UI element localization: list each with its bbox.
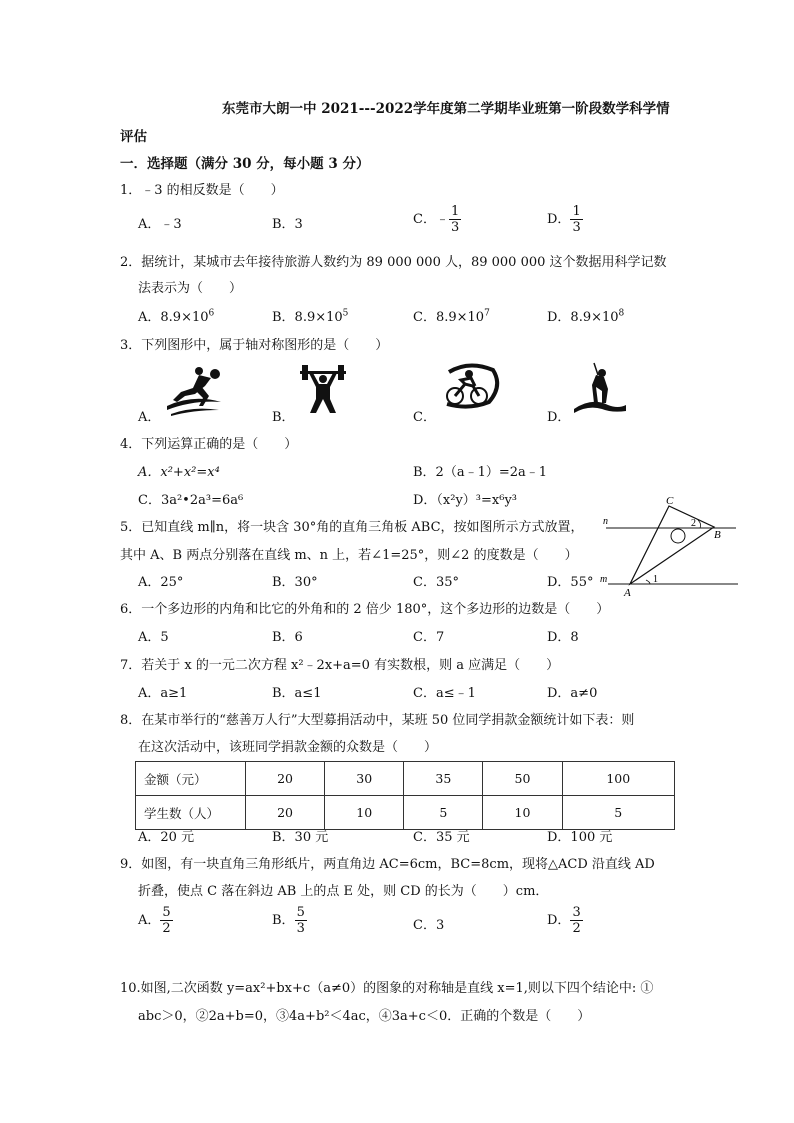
fig-label-angle1: 1 <box>653 574 658 585</box>
section-heading: 一．选择题（满分 30 分，每小题 3 分） <box>120 156 370 172</box>
q8-option-c: C．35 元 <box>413 830 470 845</box>
q8-option-d: D．100 元 <box>547 830 613 845</box>
q6-stem: 6．一个多边形的内角和比它的外角和的 2 倍少 180°，这个多边形的边数是（ ） <box>120 602 610 617</box>
table-cell: 50 <box>483 762 562 796</box>
q8-option-b: B．30 元 <box>272 830 329 845</box>
exam-title-line2: 评估 <box>120 129 147 145</box>
q7-option-b: B．a≤1 <box>272 686 322 701</box>
table-cell: 5 <box>404 796 483 830</box>
q5-triangle-figure <box>600 494 742 600</box>
q5-stem-line1: 5．已知直线 m∥n，将一块含 30°角的直角三角板 ABC，按如图所示方式放置， <box>120 520 584 535</box>
q3-stem: 3．下列图形中，属于轴对称图形的是（ ） <box>120 338 389 353</box>
table-cell: 100 <box>562 762 674 796</box>
q2-option-d: D．$8.9\times 10^8$ <box>547 308 625 325</box>
cyclist-icon <box>437 362 501 410</box>
q2-stem-line2: 法表示为（ ） <box>138 281 243 296</box>
q1-option-a: A．﹣3 <box>138 217 182 232</box>
table-cell: 学生数（人） <box>136 796 246 830</box>
q4-option-d: D．（x²y）³=x⁶y³ <box>413 493 518 508</box>
q2-option-b: B．$8.9\times 10^5$ <box>272 308 349 325</box>
q5-stem-line2: 其中 A、B 两点分别落在直线 m、n 上，若∠1=25°，则∠2 的度数是（ ） <box>120 548 578 563</box>
q8-stem-line1: 8．在某市举行的“慈善万人行”大型募捐活动中，某班 50 位同学捐款金额统计如下表：则 <box>120 713 635 728</box>
fig-label-c: C <box>666 495 674 507</box>
weightlifter-icon <box>300 365 346 415</box>
q3-option-a: A． <box>138 410 161 425</box>
table-cell: 20 <box>246 796 325 830</box>
q10-stem-line1: 10.如图,二次函数 y=ax²+bx+c（a≠0）的图象的对称轴是直线 x=1,则以下四个结论中: ① <box>120 981 654 996</box>
q10-stem-line2: abc＞0，②2a+b=0，③4a+b²＜4ac，④3a+c＜0．正确的个数是（ ） <box>138 1009 591 1024</box>
q9-option-a: A． $\frac{5}{2}$ <box>138 905 171 936</box>
q6-option-c: C．7 <box>413 630 445 645</box>
q1-option-b: B．3 <box>272 217 303 232</box>
q3-option-c: C． <box>413 410 436 425</box>
q5-option-a: A．25° <box>138 575 184 590</box>
table-cell: 35 <box>404 762 483 796</box>
q7-option-d: D．a≠0 <box>547 686 598 701</box>
q7-option-c: C．a≤﹣1 <box>413 686 476 701</box>
q4-option-b: B．2（a﹣1）=2a﹣1 <box>413 465 548 480</box>
q1-option-c: C．﹣ $\frac{1}{3}$ <box>413 204 460 235</box>
table-row <box>136 796 675 830</box>
table-cell: 10 <box>483 796 562 830</box>
golfer-icon <box>572 363 628 415</box>
q5-option-c: C．35° <box>413 575 459 590</box>
table-cell: 10 <box>325 796 404 830</box>
q9-option-c: C．3 <box>413 918 445 933</box>
q2-stem-line1: 2．据统计，某城市去年接待旅游人数约为 89 000 000 人，89 000 000 这个数据用科学记数 <box>120 255 667 270</box>
table-cell: 20 <box>246 762 325 796</box>
q1-option-d: D． $\frac{1}{3}$ <box>547 204 581 235</box>
fig-label-m: m <box>600 574 608 585</box>
q1-stem: 1．﹣3 的相反数是（ ） <box>120 183 284 198</box>
donation-table <box>135 761 675 830</box>
volleyball-player-icon <box>163 362 225 416</box>
table-cell: 30 <box>325 762 404 796</box>
q2-option-a: A．$8.9\times 10^6$ <box>138 308 215 325</box>
table-cell: 5 <box>562 796 674 830</box>
q4-option-c: C．3a²•2a³=6a⁶ <box>138 493 244 508</box>
table-row <box>136 762 675 796</box>
q4-stem: 4．下列运算正确的是（ ） <box>120 437 298 452</box>
q9-stem-line1: 9．如图，有一块直角三角形纸片，两直角边 AC=6cm，BC=8cm，现将△ACD 沿直线 AD <box>120 857 655 872</box>
q3-option-d: D． <box>547 410 571 425</box>
q3-option-b: B． <box>272 410 295 425</box>
q7-option-a: A．a≥1 <box>138 686 188 701</box>
fig-label-n: n <box>603 516 608 527</box>
exam-title-line1: 东莞市大朗一中 2021---2022学年度第二学期毕业班第一阶段数学科学情 <box>222 101 670 117</box>
fig-label-a: A <box>624 587 631 599</box>
q6-option-d: D．8 <box>547 630 579 645</box>
table-cell: 金额（元） <box>136 762 246 796</box>
q5-option-b: B．30° <box>272 575 318 590</box>
q7-stem: 7．若关于 x 的一元二次方程 x²﹣2x+a=0 有实数根，则 a 应满足（ ） <box>120 658 560 673</box>
fig-label-b: B <box>714 529 721 541</box>
q8-option-a: A．20 元 <box>138 830 195 845</box>
q4-option-a: A．x²+x²=x⁴ <box>138 465 220 480</box>
q8-stem-line2: 在这次活动中，该班同学捐款金额的众数是（ ） <box>138 740 438 755</box>
q9-option-d: D． $\frac{3}{2}$ <box>547 905 581 936</box>
q2-option-c: C．$8.9\times 10^7$ <box>413 308 490 325</box>
q6-option-a: A．5 <box>138 630 169 645</box>
q9-stem-line2: 折叠，使点 C 落在斜边 AB 上的点 E 处，则 CD 的长为（ ）cm． <box>138 884 549 899</box>
q6-option-b: B．6 <box>272 630 303 645</box>
fig-label-angle2: 2 <box>691 518 696 529</box>
q9-option-b: B． $\frac{5}{3}$ <box>272 905 305 936</box>
q5-option-d: D．55° <box>547 575 594 590</box>
